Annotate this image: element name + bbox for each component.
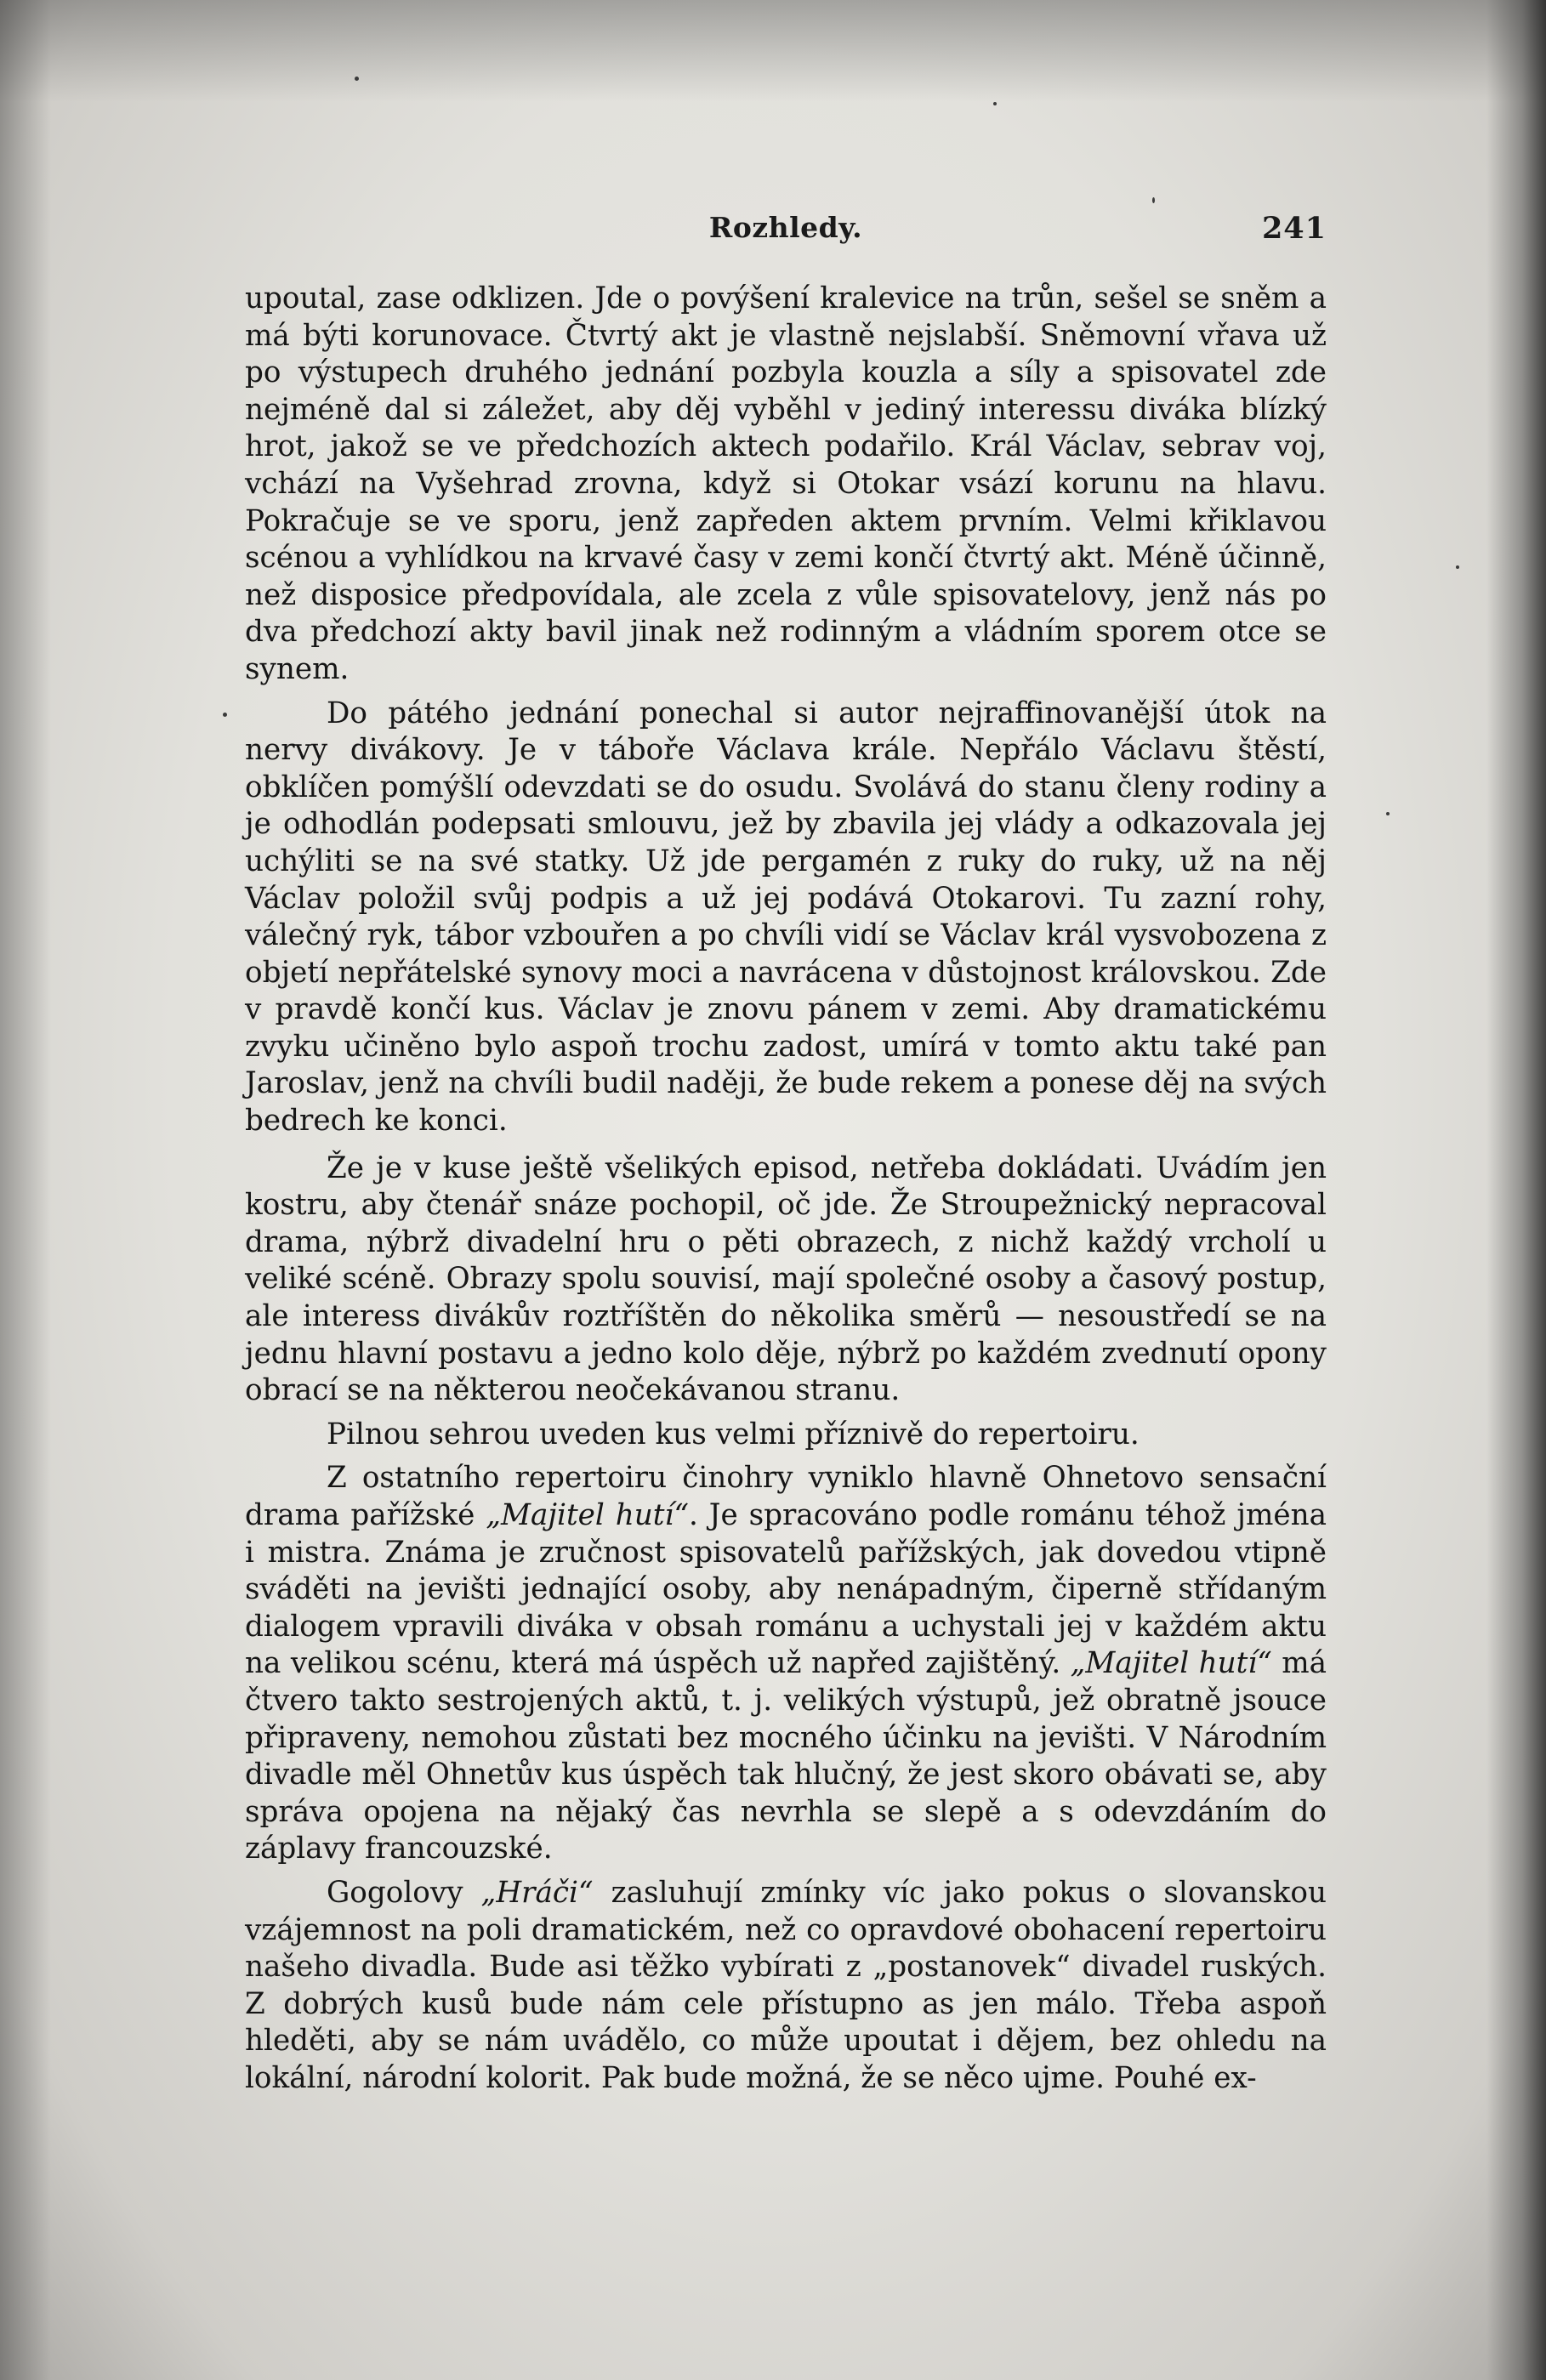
paragraph-6-text-b: zasluhují zmínky víc jako pokus o slovanskou vzájemnost na poli dramatickém, než co opravdové obohacení repertoiru našeho divadla. Bude asi těžko vybírati z „postanovek“ divadel ruských. Z dobrých kusů bude nám cele přístupno as jen málo. Třeba aspoň hleděti, aby se nám uvádělo, co může upoutat i dějem, bez ohledu na lokální, národní kolorit. Pak bude možná, že se něco ujme. Pouhé ex- — [245, 1875, 1327, 2095]
paragraph-6-text-a: Gogolovy — [327, 1875, 481, 1910]
scan-speck — [355, 77, 359, 81]
paragraph-5-text-a: Z ostatního repertoiru činohry vyniklo hlavně Ohnetovo sensační drama pařížské — [245, 1461, 1327, 1532]
title-hraci: „Hráči“ — [480, 1875, 594, 1910]
scan-shadow-right — [1486, 0, 1546, 2380]
paragraph-5 — [245, 1460, 1327, 1868]
scan-shadow-left — [0, 0, 51, 2380]
scan-speck — [993, 102, 997, 105]
scan-speck — [1456, 565, 1459, 569]
paragraph-4: Pilnou sehrou uveden kus velmi příznivě do repertoiru. — [327, 1417, 1140, 1451]
paragraph-5-text-b: . Je spracováno podle románu téhož jména i mistra. Známa je zručnost spisovatelů pařížských, jak dovedou vtipně sváděti na jevišti jednající osoby, aby nenápadným, čiperně střídaným dialogem vpravili diváka v obsah románu a uchystali jej v každém aktu na velikou scénu, která má úspěch už napřed zajištěný. — [245, 1498, 1327, 1681]
paragraph-3: Že je v kuse ještě všelikých episod, netřeba dokládati. Uvádím jen kostru, aby čtenář snáze pochopil, oč jde. Že Stroupežnický nepracoval drama, nýbrž divadelní hru o pěti obrazech, z nichž každý vrcholí u veliké scéně. Obrazy spolu souvisí, mají společné osoby a časový postup, ale interess divákův roztříštěn do několika směrů — nesoustředí se na jednu hlavní postavu a jedno kolo děje, nýbrž po každém zvednutí opony obrací se na některou neočekávanou stranu. — [245, 1150, 1327, 1408]
title-majitel-huti: „Majitel hutí“ — [486, 1498, 689, 1532]
scan-speck — [223, 713, 227, 717]
body-text — [245, 281, 1327, 2098]
title-majitel-huti-2: „Majitel hutí“ — [1070, 1646, 1272, 1681]
scan-speck — [1386, 812, 1390, 815]
paragraph-5-text-c: má čtvero takto sestrojených aktů, t. j. velikých výstupů, jež obratně jsouce připraveny, nemohou zůstati bez mocného účinku na jevišti. V Národním divadle měl Ohnetův kus úspěch tak hlučný, že jest skoro obávati se, aby správa opojena na nějaký čas nevrhla se slepě a s odevzdáním do záplavy francouzské. — [245, 1646, 1327, 1866]
page-number: 241 — [1261, 211, 1327, 246]
scan-speck — [1152, 197, 1155, 203]
page-header — [245, 211, 1327, 253]
running-head: Rozhledy. — [708, 211, 863, 244]
paragraph-1: upoutal, zase odklizen. Jde o povýšení kralevice na trůn, sešel se sněm a má býti korunovace. Čtvrtý akt je vlastně nejslabší. Sněmovní vřava už po výstupech druhého jednání pozbyla kouzla a síly a spisovatel zde nejméně dal si záležet, aby děj vyběhl v jediný interessu diváka blízký hrot, jakož se ve předchozích aktech podařilo. Král Václav, sebrav voj, vchází na Vyšehrad zrovna, když si Otokar vsází korunu na hlavu. Pokračuje se ve sporu, jenž zapředen aktem prvním. Velmi křiklavou scénou a vyhlídkou na krvavé časy v zemi končí čtvrtý akt. Méně účinně, než disposice předpovídala, ale zcela z vůle spisovatelovy, jenž nás po dva předchozí akty bavil jinak než rodinným a vládním sporem otce se synem. — [245, 281, 1327, 686]
paragraph-6 — [245, 1875, 1327, 2098]
scan-shadow-top — [0, 0, 1546, 102]
paragraph-2: Do pátého jednání ponechal si autor nejraffinovanější útok na nervy divákovy. Je v táboře Václava krále. Nepřálo Václavu štěstí, obklíčen pomýšlí odevzdati se do osudu. Svolává do stanu členy rodiny a je odhodlán podepsati smlouvu, jež by zbavila jej vlády a odkazovala jej uchýliti se na své statky. Už jde pergamén z ruky do ruky, už na něj Václav položil svůj podpis a už jej podává Otokarovi. Tu zazní rohy, válečný ryk, tábor vzbouřen a po chvíli vidí se Václav král vysvobozena z objetí nepřátelské synovy moci a navrácena v důstojnost královskou. Zde v pravdě končí kus. Václav je znovu pánem v zemi. Aby dramatickému zvyku učiněno bylo aspoň trochu zadost, umírá v tomto aktu také pan Jaroslav, jenž na chvíli budil naději, že bude rekem a ponese děj na svých bedrech ke konci. — [245, 696, 1327, 1139]
